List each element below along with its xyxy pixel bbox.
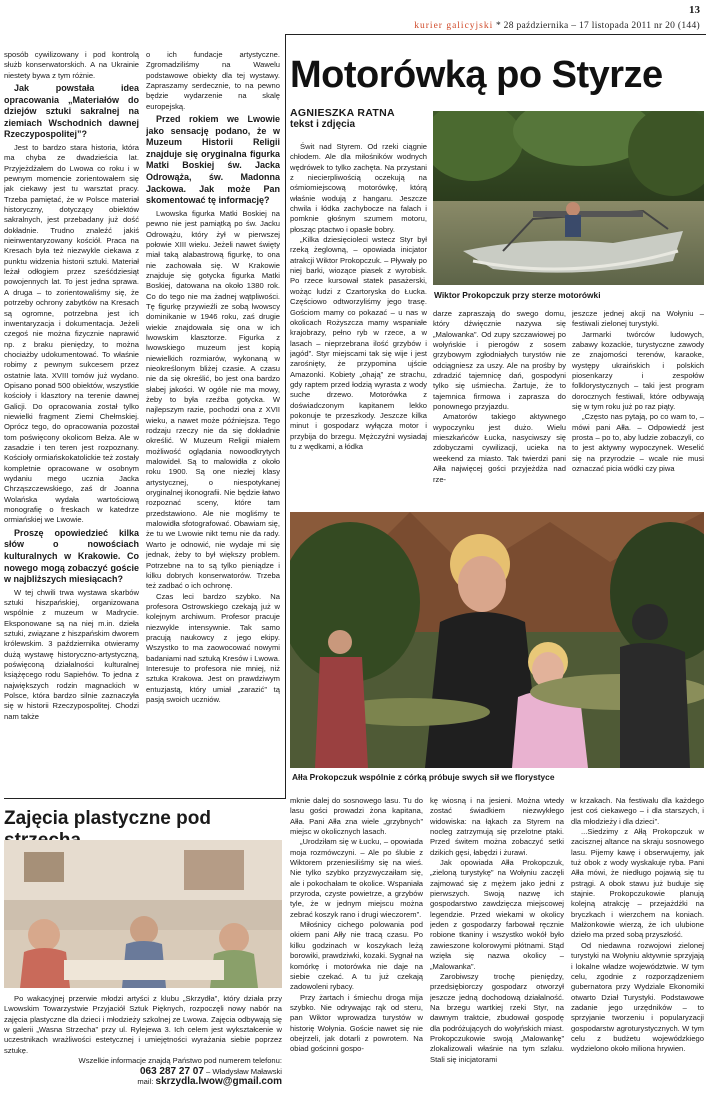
- motorboat-caption: Wiktor Prokopczuk przy sterze motorówki: [434, 290, 601, 300]
- contact-mail-label: mail:: [137, 1077, 154, 1086]
- art-class-illustration: [4, 840, 282, 988]
- contact-intro: Wszelkie informacje znajdą Państwo pod numerem telefonu:: [78, 1056, 282, 1065]
- author-note: tekst i zdjęcia: [290, 119, 356, 130]
- text-paragraph: ...Siedzimy z Ałłą Prokopczuk w zacisznej altance na skraju sosnowego lasu. Pijemy kawę i obserwujemy, jak tuż obok z wody wyskakuje ryba. Pani Ałła mówi, że niedługo pojawią się tu pstrągi. A obok stawu już buduje się stajnie. Prokopczukowie planują kolejną atrakcję – przejażdżki na bryczkach i wierzchem na koniach. Małżonkowie wierzą, że ich ulubione dzieło ma przed sobą przyszłość.: [571, 827, 704, 940]
- text-paragraph: mknie dalej do sosnowego lasu. Tu do lasu gości prowadzi żona kapitana, Ałła. Pani Ałła zna wiele „grzybnych” miejsc w okolicznych lasach.: [290, 796, 423, 837]
- contact-person: – Władysław Maławski: [206, 1066, 282, 1076]
- article-bottom-column-2: [430, 796, 564, 1098]
- text-paragraph: „Kilka dziesięciolecі wstecz Styr był rzeką żeglowną, – opowiada inicjator atrakcji Wiktor Prokopczuk. – Pływały po niej barki, wiozące piasek z wyrobisk. Po rzece kursował statek pasażerski, wożąc ludzi z Czartoryska do Łucka. Częściowo odtworzyliśmy jego trasę. Gościom mamy co pokazać – u nas w okolicach Rożyszcza mamy wspaniałe krajobrazy, pełno ryb w rzece, a w lasach – nieprzebrana ilość grzybów i jagód”. Styr miejscami tak się wije i jest zarośnięty, że przypomina ujście Amazonki. Kobiety „ohają” ze strachu, gdy raptem przed łodzią wyrasta z wody suche drzewo. Motorówka z doświadczonym kapitanem lekko pokonuje te przeszkody. Jeszcze kilka minut i gospodarz wyłącza motor i przybija do brzegu. Mężczyźni wysiadaj tu z wędkami, a łódka: [290, 235, 427, 451]
- text-paragraph: Przy żartach i śmiechu droga mija szybko. Nie odrywając rąk od steru, pan Wiktor wprowadza turystów w historię Wołynia. Goście nawet się nie obejrzeli, jak dotarli z powrotem. Na obiad gościnni gospo-: [290, 992, 423, 1054]
- text-paragraph: „Urodziłam się w Łucku, – opowiada moja rozmówczyni. – Ale po ślubie z Wiktorem przeniesiliśmy się na wieś. Nie tylko szybko przyzwyczaiłam się, ale i pokochałam te okolice. Wspaniała przyroda, czyste powietrze, a grzybów tyle, że w jednym miejscu można zebrać koszyk rano i drugi wieczorem”.: [290, 837, 423, 919]
- article-column-b: [572, 309, 704, 509]
- text-paragraph: Amatorów takiego aktywnego wypoczynku jest dużo. Wielu mieszkańców Łucka, nasyciwszy się zdobyczami cywilizacji, ucieka na weekend za miasto. Tak twierdzi pani Ałła najwięcej gości przyjeżdża nad rze-: [433, 412, 566, 484]
- header-rule: [286, 34, 706, 35]
- text-paragraph: w krzakach. Na festiwalu dla każdego jest coś ciekawego – i dla starszych, i dla młodzieży i dla dzieci”.: [571, 796, 704, 826]
- contact-mail-line: [4, 1077, 282, 1088]
- text-paragraph: Miłośnicy cichego polowania pod okiem pani Ałły nie tracą czasu. Po kilku godzinach w koszykach leżą borowiki, prawdziwki, kozaki. Sygnał na komórkę i motorówka nie daje na siebie czekać. A tu już czekają zadowoleni rybacy.: [290, 920, 423, 992]
- text-paragraph: Świt nad Styrem. Od rzeki ciągnie chłodem. Ale dla miłośników wodnych wędrówek to tylko zachęta. Na przystani z niecierpliwością oczekują na ośmiomiejscową motorówkę, którą właśnie wodują z hangaru. Jeszcze chwila i łódka zachybocze na falach i pomknie głośnym szumem motoru, płosząc ptactwo i opasłe bobry.: [290, 142, 427, 234]
- left-column-1: [4, 50, 139, 796]
- motorboat-photo: [433, 111, 704, 285]
- question-paragraph: Proszę opowiedzieć kilka słów o nowościach kulturalnych w Krakowie. Co nowego mogą zobaczyć goście w najbliższych miesiącach?: [4, 527, 139, 585]
- subarticle-rule: [4, 798, 286, 799]
- text-paragraph: darze zapraszają do swego domu, który dźwięcznie nazywa się „Malowanka”. Od zupy szczawiowej po wołyńskie i pierogów z sosem grzybowym zgłodniałych turystów nie odciągniesz za uszy. Ale na prośby by zdradzić tajemnicę dań, gospodyni tylko się uśmiecha. Żartuje, że to tajemnica firmowa i zaprasza do ponownego przyjazdu.: [433, 309, 566, 412]
- text-paragraph: „Często nas pytają, po co wam to, – mówi pani Ałła. – Odpowiedź jest prosta – po to, aby ludzie zobaczyli, co to jest aktywny wypoczynek. Weselić się na przyrodzie – wcale nie musi oznaczać picia wódki czy piwa: [572, 412, 704, 474]
- text-paragraph: Jarmarki twórców ludowych, zabawy kozackie, turystyczne zawody ze znajomości terenów, karaoke, występy ukraińskich i polskich piosenkarzy i zespołów folklorystycznych – taki jest program dorocznych festiwali, które odbywają się w tym roku już po raz piąty.: [572, 329, 704, 412]
- floristry-caption: Ałła Prokopczuk wspólnie z córką próbuje swych sił we florystyce: [292, 772, 555, 782]
- subarticle-title: Zajęcia plastyczne pod: [4, 808, 211, 829]
- article-frame-left: [285, 34, 286, 799]
- text-paragraph: o ich fundacje artystyczne. Zgromadziliśmy na Wawelu podstawowe obiekty dla tej wystawy. Zapraszamy serdecznie, to na pewno będzie wydarzenie na skalę europejską.: [146, 50, 280, 111]
- text-paragraph: Czas leci bardzo szybko. Na profesora Ostrowskiego czekają już w kolejnym archiwum. Profesor pracuje niezwykle intensywnie. Tak samo pracują naukowcy z jego ekipy. Wszystko to ma zaowocować nowymi badaniami nad sztuką Kresów i Lwowa. Interesuje to profesora nie mniej, niż sztuka Krakowa. Jest on prawdziwym entuzjastą, który umiał „zarazić” tą pasją swoich uczniów.: [146, 591, 280, 704]
- text-paragraph: Zarobiwszy trochę pieniędzy, przedsiębiorczy gospodarz otworzył jeszcze jedną dochodową działalność. Na brzegu wartkiej rzeki Styr, na dawnym traktcie, zbudował gospodę dla podróżujących do wołyńskich miast. Prokopczukowie swoją „Malowankę” zlokalizowali właśnie na tym szlaku. Stali się inicjatorami: [430, 971, 564, 1064]
- text-paragraph: sposób cywilizowany i pod kontrolą służb konserwatorskich. A na Ukrainie niestety bywa z tym różnie.: [4, 50, 139, 80]
- page-number: 13: [689, 4, 700, 16]
- subarticle-paragraph: Po wakacyjnej przerwie młodzi artyści z klubu „Skrzydła”, który działa przy Lwowskim Towarzystwie Przyjaciół Sztuk Pięknych, rozpoczęli nowy nabór na zajęcia plastyczne dla dzieci i młodzieży szkolnej ze Lwowa. Zajęcia odbywają się w galerii „Wasna Strzecha” przy ul. Rylejewa 3. Ich celem jest wykształcenie w uczestnikach wrażliwości estetycznej i umiejętności wyrażania siebie poprzez sztukę.: [4, 994, 282, 1054]
- article-bottom-column-3: [571, 796, 704, 1098]
- text-paragraph: Jak opowiada Ałła Prokopczuk, „zieloną turystykę” na Wołyniu zaczęli zajmować się z mężem jako jedni z pierwszych. Swoją nazwę ich gospodarstwo zawdzięcza miejscowej legendzie. Przed wiekami w okolicy jeden z gospodarzy farbował ręcznie robione tkaniny i wszystko wokół było zawieszone kolorowymi płótnami. Stąd wzięła się nazwa okolicy – „Malowanka”.: [430, 858, 564, 971]
- text-paragraph: jeszcze jednej akcji na Wołyniu – festiwali zielonej turystyki.: [572, 309, 704, 329]
- subarticle-text: [4, 994, 282, 1054]
- subarticle-contact: [4, 1056, 282, 1088]
- text-paragraph: Lwowska figurka Matki Boskiej na pewno nie jest pamiątką po św. Jacku Odrowążu, który żył w pierwszej połowie XIII wieku. Jeżeli nawet święty miał taką alabastrową figurkę, to ona nie zachowała się. W Krakowie znajduje się gotycka figurka Matki Boskiej, datowana na około 1380 rok. Co do tego nie ma żadnej wątpliwości. Tę figurkę przywieźli ze sobą lwowscy dominikanie w 1946 roku, zaś drugie wiekie znajdowała się ona w ich lwowskim klasztorze. Figurka z lwowskiego muzeum jest kopią niewielkich rozmiarów, wykonaną w nieokreślonym bliżej czasie. A czasu nie da się określić, bo jest ona bardzo słabej jakości. W ogóle nie ma mowy, żeby to była rzeźba gotycka. W najlepszym razie, pochodzi ona z XVII wieku, a nawet może późniejsza. Tego rodzaju rzeczy nie da się dokładnie określić. W Muzeum Religii miałem możliwość oglądania nowoodkrytych malowideł. Są to malowidła z około roku 1900. Są one niezłej klasy artystycznej, o niespotykanej oryginalnej ikonografii. Nie będzie łatwo rozpoznać sceny, które tam przedstawiono. Ale nie mogliśmy te malowidła sfotografować. Obawiam się, że tu we Lwowie nikt temu nie da rady. Warto je odnowić, nie wydaje mi się jednak, żeby to był większy problem. Potrzebne na to są tylko pieniądze i kilku dobrych konserwatorów. Trzeba też zadbać o ich ochronę.: [146, 208, 280, 591]
- contact-mail[interactable]: skrzydla.lwow@gmail.com: [155, 1076, 282, 1087]
- page-header: [0, 3, 704, 33]
- art-class-photo: [4, 840, 282, 988]
- question-paragraph: Jak powstała idea opracowania „Materiałów do dziejów sztuki sakralnej na ziemiach Wschodnich dawnej Rzeczypospolitej”?: [4, 83, 139, 140]
- article-title: Motorówką po Styrze: [290, 54, 663, 96]
- floristry-illustration: [290, 512, 704, 768]
- text-paragraph: Jest to bardzo stara historia, która ma chyba ze dwadzieścia lat. Przyjeżdżałem do Lwowa co roku i w pewnym momencie zorientowałem się jak ciekawy jest tu warsztat pracy. Trzeba pamiętać, że w Polsce materiał historyczny, dotyczący obiektów sakralnych, jest przebadany już dość dokładnie. Trudno znaleźć jakiś nieinwentaryzowany kościół. Praca na Kresach była też niezwykle ciekawa z punktu widzenia historii sztuki. Materiał leżał odłogiem przez sześćdziesiąt powojennych lat. To jest jedna sprawa. A druga – to zorientowaliśmy się, że potrzeby ochrony zabytków na Kresach są ogromne, potrzebna jest ich inwentaryzacja i dokumentacja. Jeżeli czegoś nie można fizycznie naprawić np. z braku pieniędzy, to można chociażby udokumentować. To właśnie robimy z pewnym sukcesem przez ostatnie lata. XVIII tomów już wydano. Opisano ponad 500 obiektów, wszystkie kościoły i klasztory na terenie dawnej Galicji. Do opracowania został tylko niewielki fragment Ziemi Chełmskiej. Oprócz tego, do opracowania pozostał tom poświęcony okolicom Bełza. Ale w zasadzie i ten teren jest rozpoznany. Kościoły ormiańskokatolickie też zostały kompletnie opracowane w osobnym wydaniu mego ucznia Jacka Chrząszczewskiego, zaś dr Joanna Wolańska wydała wartościową monografię o freskach w katedrze ormiańskiej we Lwowie.: [4, 143, 139, 525]
- article-intro-column: [290, 142, 427, 510]
- article-bottom-column-1: [290, 796, 423, 1098]
- text-paragraph: W tej chwili trwa wystawa skarbów sztuki hiszpańskiej, organizowana wspólnie z muzeum w Madrycie. Eksponowane są na niej m.in. dzieła sztuki, związane z hiszpańskim dworem królewskim. 3 października otwieramy dużą wystawę historyczno-artystyczną, poświęconą działalności kulturalnej książęcego rodu Sapiehów. To jedna z największych rodzin magnackich w Polsce, która bardzo silnie zaznaczyła się w historii Rzeczypospolitej. Chodzi nam także: [4, 587, 139, 721]
- left-column-2: [146, 50, 280, 796]
- text-paragraph: Od niedawna rozwojowi zielonej turystyki na Wołyniu aktywnie sprzyjają i lokalne władze województwie. W tym celu, zgodnie z rozporządzeniem gubernatora przy Wydziale Ekonomiki otwarto Dział Turystyki. Podstawowe zadanie jego urzędników – to sprzyjanie tworzeniu i popularyzacji gospodarstw agroturystycznych. W tym celu z budżetu wojewódzkiego wydzielono około miliona hrywien.: [571, 940, 704, 1054]
- article-column-a: [433, 309, 566, 509]
- question-paragraph: Przed rokiem we Lwowie jako sensację podano, że w Muzeum Historii Religii znajduje się oryginalna figurka Matki Boskiej św. Jacka Odrowąża, św. Madonna Jackowa. Jak może Pan skomentować tę informację?: [146, 114, 280, 206]
- text-paragraph: kę wiosną i na jesieni. Można wtedy zostać świadkiem niezwykłego widowiska: na łąkach za Styrem na nocleg zatrzymują się przelotne ptaki. Przed świtem można zobaczyć setki dzikich gęsi, łabędzi i żurawi.: [430, 796, 564, 857]
- issue-info: * 28 października – 17 listopada 2011 nr 20 (144): [495, 21, 700, 31]
- author-name: AGNIESZKA RATNA: [290, 107, 395, 119]
- issue-line: [414, 21, 700, 31]
- contact-phone: 063 287 27 07: [139, 1065, 204, 1077]
- motorboat-illustration: [433, 111, 704, 285]
- floristry-photo: [290, 512, 704, 768]
- byline: [290, 107, 430, 131]
- brand-name: kurier galicyjski: [414, 21, 494, 31]
